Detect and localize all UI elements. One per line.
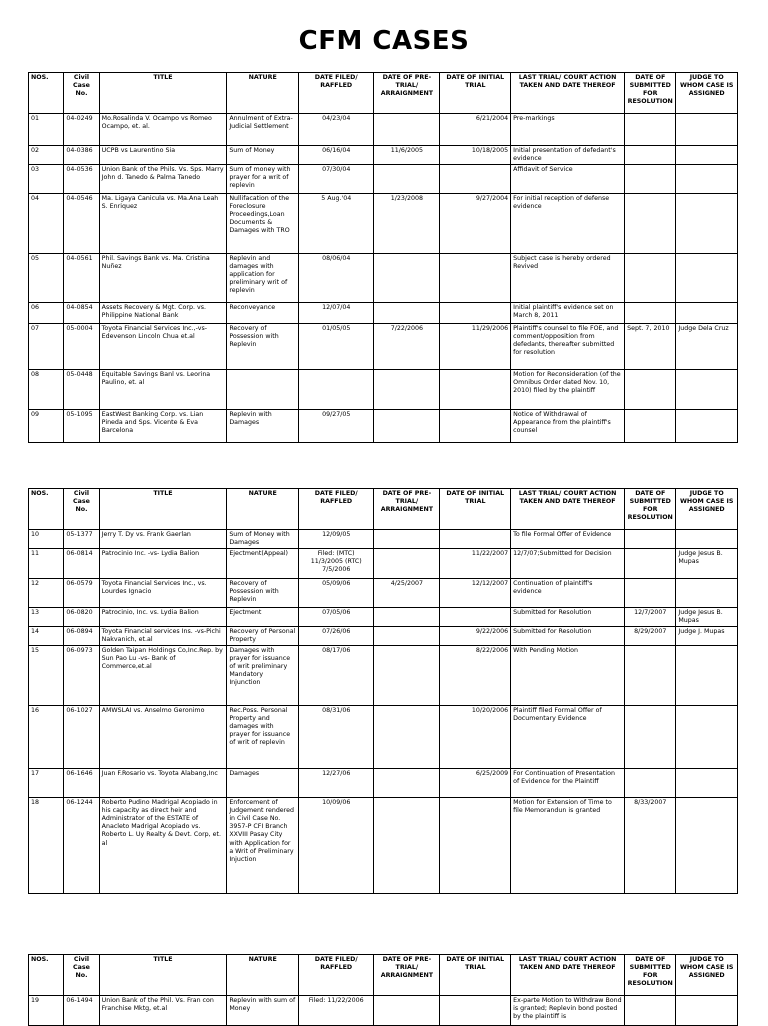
cell-submitted [625, 410, 676, 443]
cell-pretrial [374, 706, 440, 769]
cell-no: 09 [29, 410, 64, 443]
header-title: TITLE [99, 73, 227, 114]
cell-judge [676, 194, 738, 254]
cell-no: 16 [29, 706, 64, 769]
cell-filed: 08/17/06 [299, 646, 374, 706]
cell-case: 04-0546 [64, 194, 99, 254]
cell-judge [676, 706, 738, 769]
cell-title: Roberto Pudino Madrigal Acopiado in his capacity as direct heir and Administrator of the ESTATE of Anacleto Madrigal Acopiado vs. Roberto L. Uy Realty & Devt. Corp, et. al [99, 798, 227, 894]
header-submitted: DATE OF SUBMITTED FOR RESOLUTION [625, 489, 676, 530]
cell-judge [676, 370, 738, 410]
header-last-trial: LAST TRIAL/ COURT ACTION TAKEN AND DATE THEREOF [511, 73, 625, 114]
cell-nature: Annulment of Extra-Judicial Settlement [227, 114, 299, 146]
cell-pretrial: 7/22/2006 [374, 324, 440, 370]
cell-judge: Judge Jesus B. Mupas [676, 549, 738, 579]
cell-initial: 9/22/2006 [440, 627, 511, 646]
cell-initial: 9/27/2004 [440, 194, 511, 254]
cell-submitted [625, 549, 676, 579]
cell-initial [440, 410, 511, 443]
cell-last: Submitted for Resolution [511, 627, 625, 646]
table-row [29, 194, 738, 254]
cell-case: 04-0561 [64, 254, 99, 303]
cell-nature: Ejectment(Appeal) [227, 549, 299, 579]
cell-submitted [625, 706, 676, 769]
cell-pretrial [374, 254, 440, 303]
cell-nature: Reconveyance [227, 303, 299, 324]
header-submitted: DATE OF SUBMITTED FOR RESOLUTION [625, 955, 676, 996]
cell-filed: 08/31/06 [299, 706, 374, 769]
cell-initial [440, 303, 511, 324]
cell-initial: 6/21/2004 [440, 114, 511, 146]
cell-title: Phil. Savings Bank vs. Ma. Cristina Nuñez [99, 254, 227, 303]
cell-judge [676, 798, 738, 894]
header-case-no: Civil Case No. [64, 955, 99, 996]
cell-filed: 07/05/06 [299, 608, 374, 627]
cell-judge: Judge J. Mupas [676, 627, 738, 646]
cell-last: Submitted for Resolution [511, 608, 625, 627]
cell-nature: Replevin and damages with application for preliminary writ of replevin [227, 254, 299, 303]
cell-filed: 06/16/04 [299, 146, 374, 165]
cell-initial [440, 608, 511, 627]
cell-filed: 10/09/06 [299, 798, 374, 894]
cell-no: 19 [29, 996, 64, 1026]
cell-initial [440, 254, 511, 303]
cell-initial: 10/20/2006 [440, 706, 511, 769]
cell-last: Plaintiff's counsel to file FOE, and comment/opposition from defedants, thereafter submitted for resolution [511, 324, 625, 370]
cell-submitted [625, 146, 676, 165]
header-nature: NATURE [227, 955, 299, 996]
cell-last: Initial plaintiff's evidence set on March 8, 2011 [511, 303, 625, 324]
cell-last: Motion for Reconsideration (of the Omnibus Order dated Nov. 10, 2010) filed by the plaintiff [511, 370, 625, 410]
cell-nature: Replevin with sum of Money [227, 996, 299, 1026]
cell-pretrial [374, 303, 440, 324]
cell-filed: 09/27/05 [299, 410, 374, 443]
cell-judge: Judge Dela Cruz [676, 324, 738, 370]
cell-filed: 12/09/05 [299, 530, 374, 549]
cell-judge [676, 646, 738, 706]
cell-judge [676, 303, 738, 324]
cell-no: 08 [29, 370, 64, 410]
cell-title: AMWSLAI vs. Anselmo Geronimo [99, 706, 227, 769]
header-pretrial: DATE OF PRE-TRIAL/ ARRAIGNMENT [374, 489, 440, 530]
header-nos: NOS. [29, 955, 64, 996]
cell-pretrial [374, 114, 440, 146]
cell-case: 04-0536 [64, 165, 99, 194]
cell-case: 05-1377 [64, 530, 99, 549]
table-header-row [29, 73, 738, 114]
cell-submitted [625, 646, 676, 706]
cell-title: Ma. Ligaya Canicula vs. Ma.Ana Leah S. Enriquez [99, 194, 227, 254]
header-submitted: DATE OF SUBMITTED FOR RESOLUTION [625, 73, 676, 114]
cell-case: 04-0249 [64, 114, 99, 146]
cell-initial [440, 798, 511, 894]
table-row [29, 114, 738, 146]
cell-filed: 04/23/04 [299, 114, 374, 146]
cell-last: Initial presentation of defedant's evidence [511, 146, 625, 165]
table-row [29, 706, 738, 769]
header-last-trial: LAST TRIAL/ COURT ACTION TAKEN AND DATE THEREOF [511, 489, 625, 530]
cell-nature: Nullifacation of the Foreclosure Proceedings,Loan Documents & Damages with TRO [227, 194, 299, 254]
header-case-no: Civil Case No. [64, 73, 99, 114]
cell-pretrial [374, 370, 440, 410]
cell-last: 12/7/07;Submitted for Decision [511, 549, 625, 579]
cell-nature [227, 370, 299, 410]
cell-nature: Sum of Money [227, 146, 299, 165]
cell-nature: Recovery of Possession with Replevin [227, 324, 299, 370]
cell-submitted [625, 996, 676, 1026]
cell-no: 17 [29, 769, 64, 798]
header-date-filed: DATE FILED/ RAFFLED [299, 489, 374, 530]
cell-initial [440, 530, 511, 549]
cases-table-2 [28, 488, 738, 894]
table-row [29, 165, 738, 194]
cell-pretrial [374, 165, 440, 194]
page-title: CFM CASES [298, 26, 470, 56]
cell-no: 01 [29, 114, 64, 146]
cell-filed: Filed: (MTC) 11/3/2005 (RTC) 7/5/2006 [299, 549, 374, 579]
cell-last: Notice of Withdrawal of Appearance from the plaintiff's counsel [511, 410, 625, 443]
cell-submitted [625, 303, 676, 324]
header-initial-trial: DATE OF INITIAL TRIAL [440, 489, 511, 530]
cell-last: Motion for Extension of Time to file Memorandun is granted [511, 798, 625, 894]
cell-nature: Replevin with Damages [227, 410, 299, 443]
cell-pretrial [374, 549, 440, 579]
table-row [29, 798, 738, 894]
header-nature: NATURE [227, 73, 299, 114]
cell-submitted: 12/7/2007 [625, 608, 676, 627]
cell-nature: Recovery of Personal Property [227, 627, 299, 646]
cell-judge [676, 114, 738, 146]
cell-pretrial [374, 646, 440, 706]
cell-no: 04 [29, 194, 64, 254]
cell-no: 06 [29, 303, 64, 324]
cell-pretrial [374, 769, 440, 798]
table-row [29, 370, 738, 410]
table-row [29, 996, 738, 1026]
cell-case: 06-1027 [64, 706, 99, 769]
cell-judge: Judge Jesus B. Mupas [676, 608, 738, 627]
cell-nature: Sum of Money with Damages [227, 530, 299, 549]
cell-filed: 08/06/04 [299, 254, 374, 303]
cell-initial [440, 370, 511, 410]
cell-last: Affidavit of Service [511, 165, 625, 194]
table-row [29, 627, 738, 646]
table-row [29, 530, 738, 549]
cell-no: 05 [29, 254, 64, 303]
header-nature: NATURE [227, 489, 299, 530]
cell-title: Mo.Rosalinda V. Ocampo vs Romeo Ocampo, et. al. [99, 114, 227, 146]
table-row [29, 549, 738, 579]
table-row [29, 324, 738, 370]
cell-judge [676, 165, 738, 194]
cell-no: 14 [29, 627, 64, 646]
cell-initial [440, 996, 511, 1026]
cell-title: Equitable Savings Banl vs. Leorina Paulino, et. al [99, 370, 227, 410]
cell-initial: 11/29/2006 [440, 324, 511, 370]
cell-filed: 12/27/06 [299, 769, 374, 798]
cell-case: 06-1494 [64, 996, 99, 1026]
cases-table-3 [28, 954, 738, 1026]
header-judge: JUDGE TO WHOM CASE IS ASSIGNED [676, 955, 738, 996]
cell-title: Golden Taipan Holdings Co,Inc.Rep. by Sun Pao Lu -vs- Bank of Commerce,et.al [99, 646, 227, 706]
cell-submitted [625, 165, 676, 194]
header-nos: NOS. [29, 73, 64, 114]
header-pretrial: DATE OF PRE-TRIAL/ ARRAIGNMENT [374, 955, 440, 996]
table-row [29, 303, 738, 324]
cell-no: 10 [29, 530, 64, 549]
cell-filed: 01/05/05 [299, 324, 374, 370]
cell-nature: Enforcement of Judgement rendered in Civil Case No. 3957-P CFI Branch XXVIII Pasay City with Application for a Writ of Preliminary Injuction [227, 798, 299, 894]
cell-submitted: 8/29/2007 [625, 627, 676, 646]
cell-title: Juan F.Rosario vs. Toyota Alabang,Inc [99, 769, 227, 798]
cell-case: 06-1646 [64, 769, 99, 798]
cell-title: Union Bank of the Phil. Vs. Fran con Franchise Mktg, et.al [99, 996, 227, 1026]
header-initial-trial: DATE OF INITIAL TRIAL [440, 955, 511, 996]
cell-judge [676, 530, 738, 549]
header-title: TITLE [99, 955, 227, 996]
cell-title: Toyota Financial Services Inc.,-vs-Edevenson Lincoln Chua et.al [99, 324, 227, 370]
header-last-trial: LAST TRIAL/ COURT ACTION TAKEN AND DATE THEREOF [511, 955, 625, 996]
cell-last: Continuation of plaintiff's evidence [511, 579, 625, 608]
cell-title: Toyota Financial services Ins. -vs-Pichi Nakvanich, et.al [99, 627, 227, 646]
cell-initial: 11/22/2007 [440, 549, 511, 579]
cell-pretrial [374, 627, 440, 646]
cell-pretrial [374, 798, 440, 894]
cell-case: 04-0854 [64, 303, 99, 324]
cell-nature: Damages with prayer for issuance of writ preliminary Mandatory Injunction [227, 646, 299, 706]
cell-judge [676, 996, 738, 1026]
table-header-row [29, 489, 738, 530]
cell-nature: Ejectment [227, 608, 299, 627]
cases-table-1 [28, 72, 738, 443]
cell-title: Patrocinio Inc. -vs- Lydia Balion [99, 549, 227, 579]
cell-nature: Damages [227, 769, 299, 798]
cell-no: 13 [29, 608, 64, 627]
header-title: TITLE [99, 489, 227, 530]
cell-submitted [625, 769, 676, 798]
cell-nature: Sum of money with prayer for a writ of replevin [227, 165, 299, 194]
cell-title: Toyota Financial Services Inc., vs. Lourdes Ignacio [99, 579, 227, 608]
cell-last: Ex-parte Motion to Withdraw Bond is granted; Replevin bond posted by the plaintiff is [511, 996, 625, 1026]
cell-initial: 12/12/2007 [440, 579, 511, 608]
cell-nature: Rec.Poss. Personal Property and damages with prayer for issuance of writ of replevin [227, 706, 299, 769]
table-row [29, 646, 738, 706]
header-judge: JUDGE TO WHOM CASE IS ASSIGNED [676, 489, 738, 530]
cell-judge [676, 146, 738, 165]
cell-initial: 8/22/2006 [440, 646, 511, 706]
cell-filed: 07/26/06 [299, 627, 374, 646]
cell-submitted [625, 370, 676, 410]
cell-case: 06-0820 [64, 608, 99, 627]
cell-submitted: Sept. 7, 2010 [625, 324, 676, 370]
cell-last: Subject case is hereby ordered Revived [511, 254, 625, 303]
cell-case: 05-0448 [64, 370, 99, 410]
table-header-row [29, 955, 738, 996]
header-initial-trial: DATE OF INITIAL TRIAL [440, 73, 511, 114]
cell-initial: 6/25/2009 [440, 769, 511, 798]
cell-last: Plaintiff filed Formal Offer of Documentary Evidence [511, 706, 625, 769]
cell-case: 06-1244 [64, 798, 99, 894]
cell-filed: 05/09/06 [299, 579, 374, 608]
table-row [29, 608, 738, 627]
cell-filed: 5 Aug.'04 [299, 194, 374, 254]
cell-title: Patrocinio, Inc. vs. Lydia Balion [99, 608, 227, 627]
cell-case: 06-0894 [64, 627, 99, 646]
cell-submitted: 8/33/2007 [625, 798, 676, 894]
table-row [29, 146, 738, 165]
cell-last: To file Formal Offer of Evidence [511, 530, 625, 549]
cell-filed: 12/07/04 [299, 303, 374, 324]
cell-no: 18 [29, 798, 64, 894]
cell-no: 03 [29, 165, 64, 194]
header-date-filed: DATE FILED/ RAFFLED [299, 955, 374, 996]
cell-pretrial [374, 996, 440, 1026]
cell-initial [440, 165, 511, 194]
cell-last: Pre-markings [511, 114, 625, 146]
cell-title: UCPB vs Laurentino Sia [99, 146, 227, 165]
cell-title: Union Bank of the Phils. Vs. Sps. Marry John d. Tanedo & Palma Tanedo [99, 165, 227, 194]
header-pretrial: DATE OF PRE-TRIAL/ ARRAIGNMENT [374, 73, 440, 114]
cell-case: 05-1095 [64, 410, 99, 443]
cell-filed [299, 370, 374, 410]
cell-initial: 10/18/2005 [440, 146, 511, 165]
cell-judge [676, 254, 738, 303]
cell-pretrial: 11/6/2005 [374, 146, 440, 165]
cell-filed: 07/30/04 [299, 165, 374, 194]
cell-pretrial: 4/25/2007 [374, 579, 440, 608]
cell-case: 04-0386 [64, 146, 99, 165]
cell-pretrial [374, 530, 440, 549]
cell-submitted [625, 254, 676, 303]
header-case-no: Civil Case No. [64, 489, 99, 530]
cell-last: For initial reception of defense evidence [511, 194, 625, 254]
cell-no: 07 [29, 324, 64, 370]
cell-title: Assets Recovery & Mgt. Corp. vs. Philippine National Bank [99, 303, 227, 324]
cell-pretrial [374, 410, 440, 443]
header-judge: JUDGE TO WHOM CASE IS ASSIGNED [676, 73, 738, 114]
cell-case: 06-0973 [64, 646, 99, 706]
cell-last: With Pending Motion [511, 646, 625, 706]
cell-pretrial: 1/23/2008 [374, 194, 440, 254]
cell-submitted [625, 194, 676, 254]
cell-judge [676, 769, 738, 798]
cell-judge [676, 579, 738, 608]
cell-pretrial [374, 608, 440, 627]
cell-case: 06-0579 [64, 579, 99, 608]
cell-no: 15 [29, 646, 64, 706]
cell-submitted [625, 114, 676, 146]
cell-no: 11 [29, 549, 64, 579]
cell-no: 02 [29, 146, 64, 165]
cell-last: For Continuation of Presentation of Evidence for the Plaintiff [511, 769, 625, 798]
cell-nature: Recovery of Possession with Replevin [227, 579, 299, 608]
cell-submitted [625, 579, 676, 608]
cell-no: 12 [29, 579, 64, 608]
cell-filed: Filed: 11/22/2006 [299, 996, 374, 1026]
table-row [29, 254, 738, 303]
cell-submitted [625, 530, 676, 549]
header-date-filed: DATE FILED/ RAFFLED [299, 73, 374, 114]
cell-case: 06-0814 [64, 549, 99, 579]
header-nos: NOS. [29, 489, 64, 530]
cell-judge [676, 410, 738, 443]
cell-case: 05-0004 [64, 324, 99, 370]
table-row [29, 579, 738, 608]
cell-title: Jerry T. Dy vs. Frank Gaerlan [99, 530, 227, 549]
cell-title: EastWest Banking Corp. vs. Lian Pineda and Sps. Vicente & Eva Barcelona [99, 410, 227, 443]
table-row [29, 769, 738, 798]
table-row [29, 410, 738, 443]
